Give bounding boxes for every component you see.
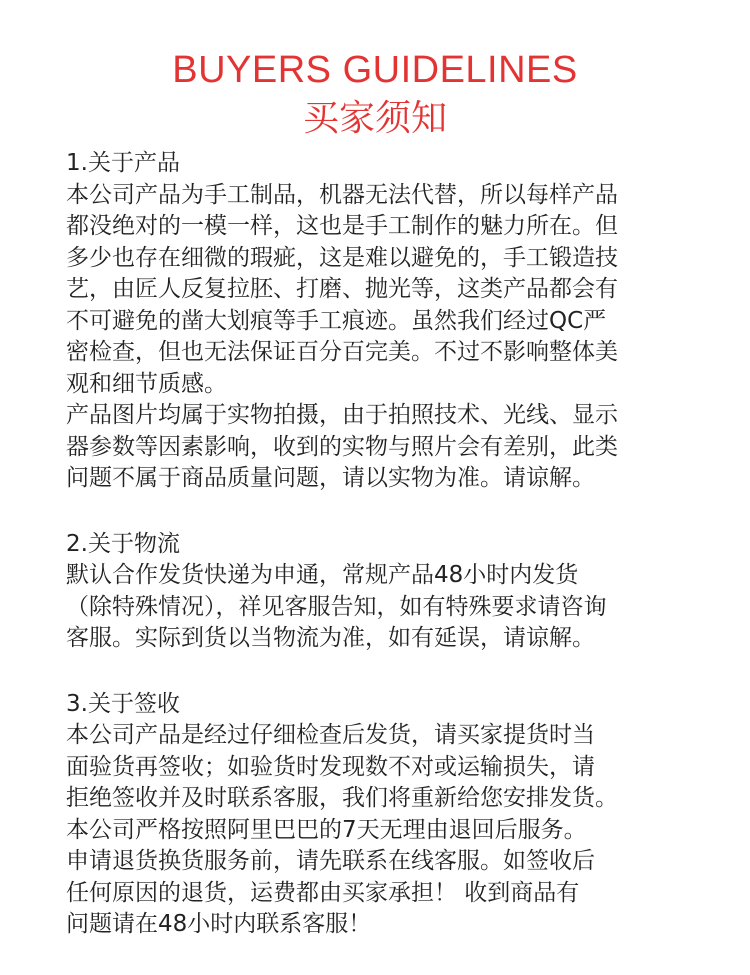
paragraph-line: 本公司产品为手工制品，机器无法代替，所以每样产品 xyxy=(66,181,618,208)
paragraph-line: 申请退货换货服务前，请先联系在线客服。如签收后 xyxy=(66,848,595,874)
guidelines-content xyxy=(66,148,686,975)
paragraph-line: 产品图片均属于实物拍摄，由于拍照技术、光线、显示 xyxy=(66,402,618,428)
paragraph-line: 默认合作发货快递为申通，常规产品48小时内发货 xyxy=(66,562,579,588)
paragraph-line: 客服。实际到货以当物流为准，如有延误，请谅解。 xyxy=(66,625,595,651)
section-heading: 3.关于签收 xyxy=(66,690,180,717)
paragraph-line: 任何原因的退货，运费都由买家承担！ 收到商品有 xyxy=(66,879,580,906)
section-heading: 1.关于产品 xyxy=(66,150,180,176)
paragraph-line: 面验货再签收；如验货时发现数不对或运输损失，请 xyxy=(66,753,595,780)
section-3 xyxy=(66,689,686,941)
paragraph-line: 问题请在48小时内联系客服！ xyxy=(66,911,372,937)
paragraph-line: 都没绝对的一模一样，这也是手工制作的魅力所在。但 xyxy=(66,213,618,239)
page-header xyxy=(0,48,750,142)
section-1 xyxy=(66,148,686,495)
paragraph-line: 问题不属于商品质量问题，请以实物为准。请谅解。 xyxy=(66,465,595,491)
section-2 xyxy=(66,529,686,655)
paragraph-line: 本公司产品是经过仔细检查后发货，请买家提货时当 xyxy=(66,722,595,748)
paragraph-line: 多少也存在细微的瑕疵，这是难以避免的，手工锻造技 xyxy=(66,244,618,271)
paragraph-line: 本公司严格按照阿里巴巴的7天无理由退回后服务。 xyxy=(66,816,587,843)
paragraph-line: 艺，由匠人反复拉胚、打磨、抛光等，这类产品都会有 xyxy=(66,276,618,302)
section-heading: 2.关于物流 xyxy=(66,530,180,557)
paragraph-line: 观和细节质感。 xyxy=(66,370,227,397)
title-chinese: 买家须知 xyxy=(302,98,447,139)
paragraph-line: 密检查，但也无法保证百分百完美。不过不影响整体美 xyxy=(66,339,618,365)
paragraph-line: 不可避免的凿大划痕等手工痕迹。虽然我们经过QC严 xyxy=(66,307,607,334)
title-english: BUYERS GUIDELINES xyxy=(172,49,578,91)
paragraph-line: 器参数等因素影响，收到的实物与照片会有差别，此类 xyxy=(66,433,618,460)
paragraph-line: 拒绝签收并及时联系客服，我们将重新给您安排发货。 xyxy=(66,785,618,811)
paragraph-line: （除特殊情况），祥见客服告知，如有特殊要求请咨询 xyxy=(66,593,607,620)
